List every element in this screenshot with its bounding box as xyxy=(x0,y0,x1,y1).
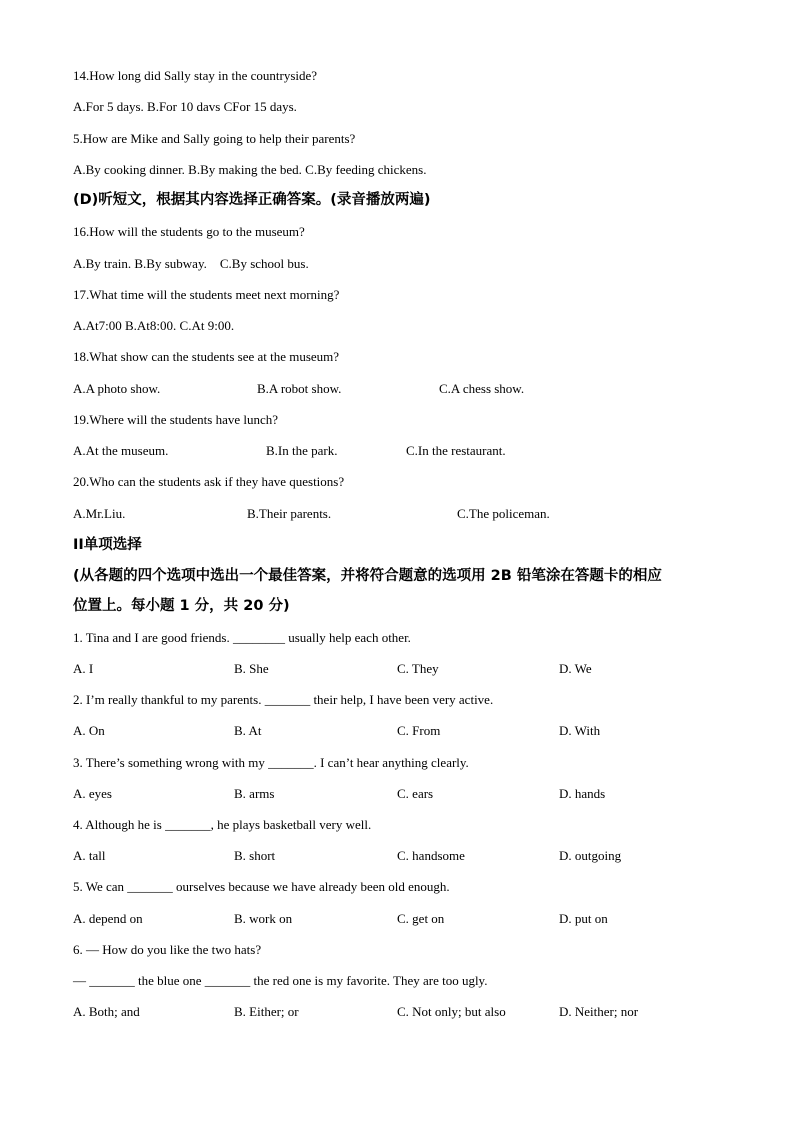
section-d-heading: (D)听短文，根据其内容选择正确答案。(录音播放两遍) xyxy=(73,192,431,208)
mc-3-stem: 3. There’s something wrong with my _______. I can’t hear anything clearly. xyxy=(73,755,469,770)
question-19-stem: 19.Where will the students have lunch? xyxy=(73,412,279,427)
mc-2-option-c: C. From xyxy=(397,723,441,738)
question-20-option-c: C.The policeman. xyxy=(457,506,550,521)
question-19-option-b: B.In the park. xyxy=(266,443,338,458)
mc-5-option-a: A. depend on xyxy=(73,911,143,926)
question-19-option-c: C.In the restaurant. xyxy=(406,443,506,458)
mc-5-option-c: C. get on xyxy=(397,911,445,926)
question-16-stem: 16.How will the students go to the museum? xyxy=(73,224,305,239)
mc-4-option-a: A. tall xyxy=(73,848,106,863)
mc-5-stem: 5. We can _______ ourselves because we have already been old enough. xyxy=(73,879,450,894)
question-16-options: A.By train. B.By subway. C.By school bus. xyxy=(73,256,309,271)
mc-1-option-c: C. They xyxy=(397,661,439,676)
question-18-option-a: A.A photo show. xyxy=(73,381,161,396)
mc-1-option-a: A. I xyxy=(73,661,94,676)
question-15-options: A.By cooking dinner. B.By making the bed. C.By feeding chickens. xyxy=(73,162,427,177)
mc-4-option-b: B. short xyxy=(234,848,276,863)
mc-5-option-b: B. work on xyxy=(234,911,293,926)
mc-3-option-b: B. arms xyxy=(234,786,275,801)
mc-3-option-a: A. eyes xyxy=(73,786,112,801)
mc-1-stem: 1. Tina and I are good friends. ________ usually help each other. xyxy=(73,630,411,645)
mc-6-option-a: A. Both; and xyxy=(73,1004,140,1019)
question-18-stem: 18.What show can the students see at the museum? xyxy=(73,349,340,364)
mc-1-option-b: B. She xyxy=(234,661,269,676)
question-20-option-b: B.Their parents. xyxy=(247,506,332,521)
mc-2-option-d: D. With xyxy=(559,723,601,738)
mc-4-stem: 4. Although he is _______, he plays basketball very well. xyxy=(73,817,372,832)
question-17-options: A.At7:00 B.At8:00. C.At 9:00. xyxy=(73,318,235,333)
mc-6-stem-2: — _______ the blue one _______ the red one is my favorite. They are too ugly. xyxy=(73,973,488,988)
mc-5-option-d: D. put on xyxy=(559,911,608,926)
mc-3-option-d: D. hands xyxy=(559,786,606,801)
mc-1-option-d: D. We xyxy=(559,661,592,676)
mc-6-option-d: D. Neither; nor xyxy=(559,1004,639,1019)
section-2-instruction-line-1: (从各题的四个选项中选出一个最佳答案，并将符合题意的选项用 2B 铅笔涂在答题卡的相应 xyxy=(73,568,662,584)
section-2-title: II单项选择 xyxy=(73,537,142,553)
section-2-instruction-line-2: 位置上。每小题 1 分，共 20 分) xyxy=(73,598,290,614)
mc-6-option-b: B. Either; or xyxy=(234,1004,299,1019)
question-17-stem: 17.What time will the students meet next morning? xyxy=(73,287,340,302)
question-20-stem: 20.Who can the students ask if they have questions? xyxy=(73,474,345,489)
mc-2-option-a: A. On xyxy=(73,723,105,738)
question-18-option-b: B.A robot show. xyxy=(257,381,342,396)
mc-4-option-d: D. outgoing xyxy=(559,848,622,863)
question-20-option-a: A.Mr.Liu. xyxy=(73,506,126,521)
mc-3-option-c: C. ears xyxy=(397,786,434,801)
question-19-option-a: A.At the museum. xyxy=(73,443,169,458)
mc-6-option-c: C. Not only; but also xyxy=(397,1004,506,1019)
mc-6-stem: 6. — How do you like the two hats? xyxy=(73,942,262,957)
question-15-stem: 5.How are Mike and Sally going to help their parents? xyxy=(73,131,356,146)
question-14-options: A.For 5 days. B.For 10 davs CFor 15 days. xyxy=(73,99,297,114)
question-14-stem: 14.How long did Sally stay in the countryside? xyxy=(73,68,318,83)
mc-4-option-c: C. handsome xyxy=(397,848,465,863)
mc-2-stem: 2. I’m really thankful to my parents. _______ their help, I have been very active. xyxy=(73,692,494,707)
mc-2-option-b: B. At xyxy=(234,723,262,738)
question-18-option-c: C.A chess show. xyxy=(439,381,525,396)
